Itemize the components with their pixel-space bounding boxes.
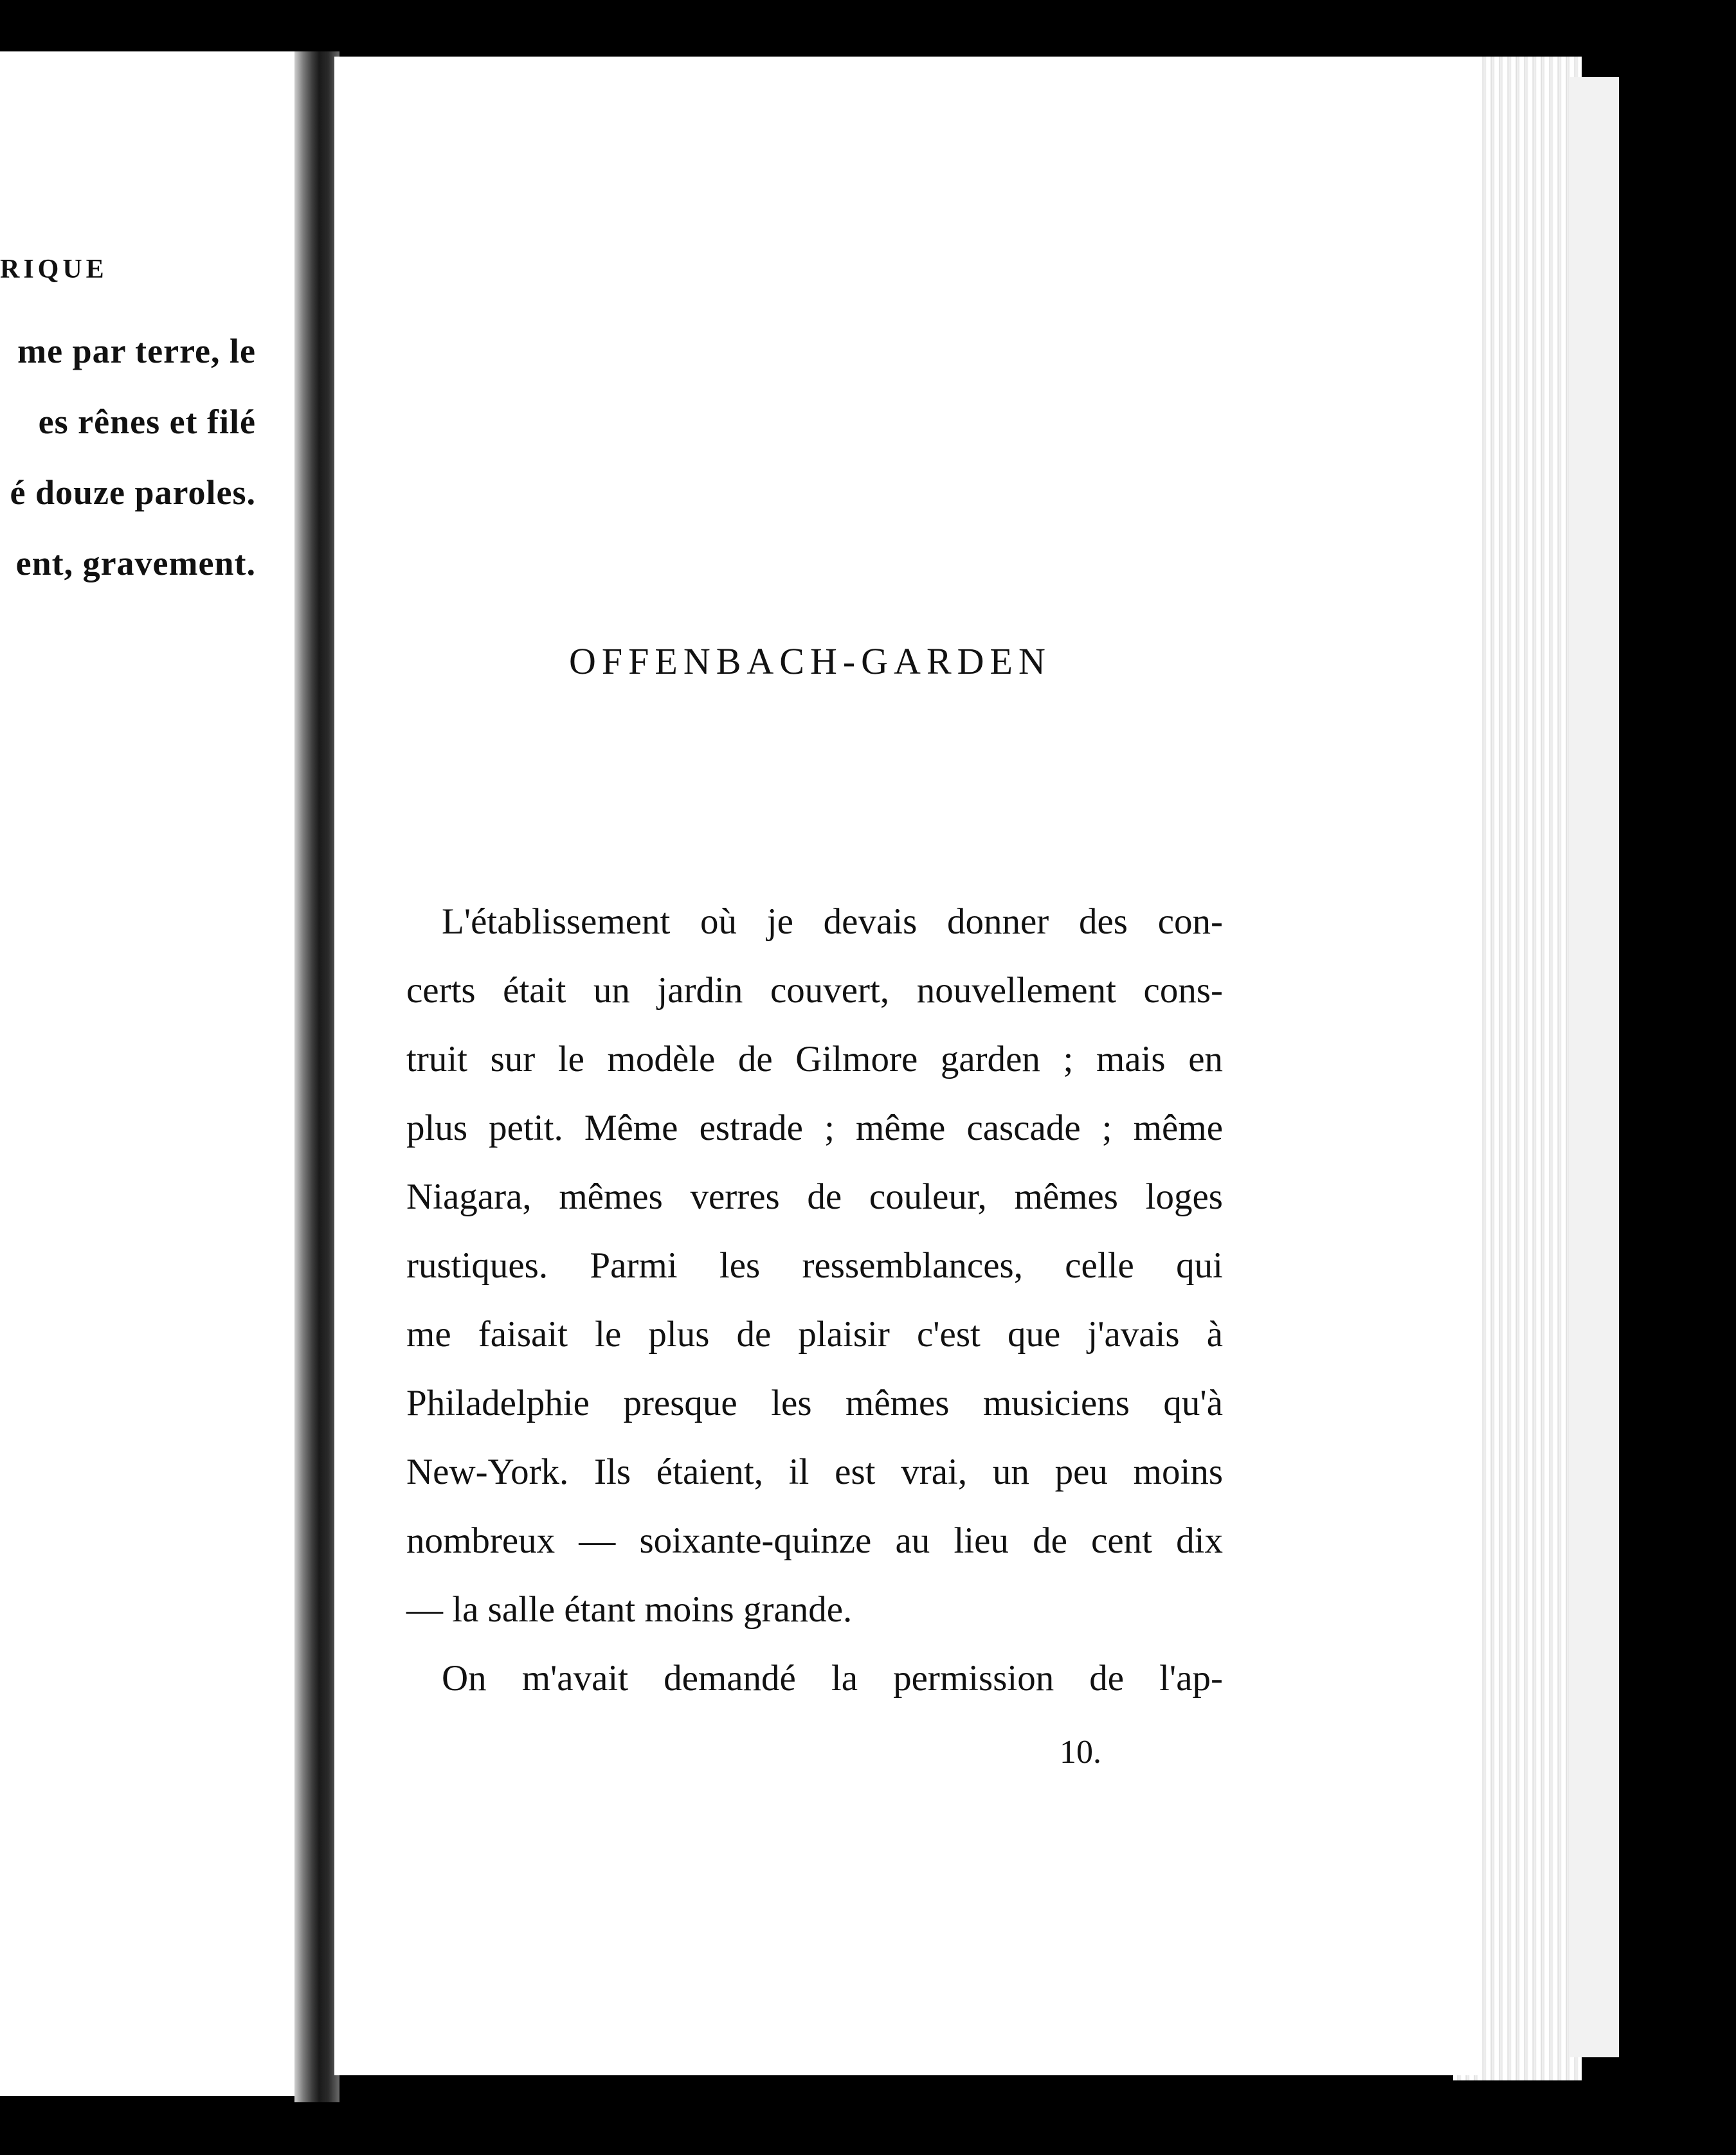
chapter-title: OFFENBACH-GARDEN: [569, 640, 1051, 682]
running-head: RIQUE: [0, 255, 108, 284]
left-page-line: me par terre, le: [17, 332, 256, 370]
text-line: New-York. Ils étaient, il est vrai, un peu moins: [406, 1452, 1223, 1492]
left-page: [0, 51, 302, 2096]
text-line: Niagara, mêmes verres de couleur, mêmes loges: [406, 1177, 1223, 1217]
text-line: Philadelphie presque les mêmes musiciens qu'à: [406, 1383, 1223, 1423]
text-line: nombreux — soixante-quinze au lieu de cent dix: [406, 1520, 1223, 1561]
book-gutter: [294, 51, 339, 2102]
text-line: me faisait le plus de plaisir c'est que j'avais à: [406, 1314, 1223, 1355]
page-edges-outer: [1569, 77, 1619, 2057]
body-text: [406, 887, 1223, 1713]
text-line: On m'avait demandé la permission de l'ap-: [442, 1658, 1223, 1699]
text-line: truit sur le modèle de Gilmore garden ; mais en: [406, 1039, 1223, 1079]
text-line: plus petit. Même estrade ; même cascade ; même: [406, 1108, 1223, 1148]
left-page-line: ent, gravement.: [15, 544, 256, 582]
text-line: rustiques. Parmi les ressemblances, celle qui: [406, 1245, 1223, 1286]
text-line: — la salle étant moins grande.: [406, 1589, 853, 1630]
text-line: L'établissement où je devais donner des con-: [442, 901, 1223, 942]
page-signature: 10.: [1060, 1734, 1101, 1771]
left-page-line: é douze paroles.: [10, 473, 256, 512]
text-line: certs était un jardin couvert, nouvellement cons-: [406, 970, 1223, 1011]
left-page-line: es rênes et filé: [38, 402, 256, 441]
